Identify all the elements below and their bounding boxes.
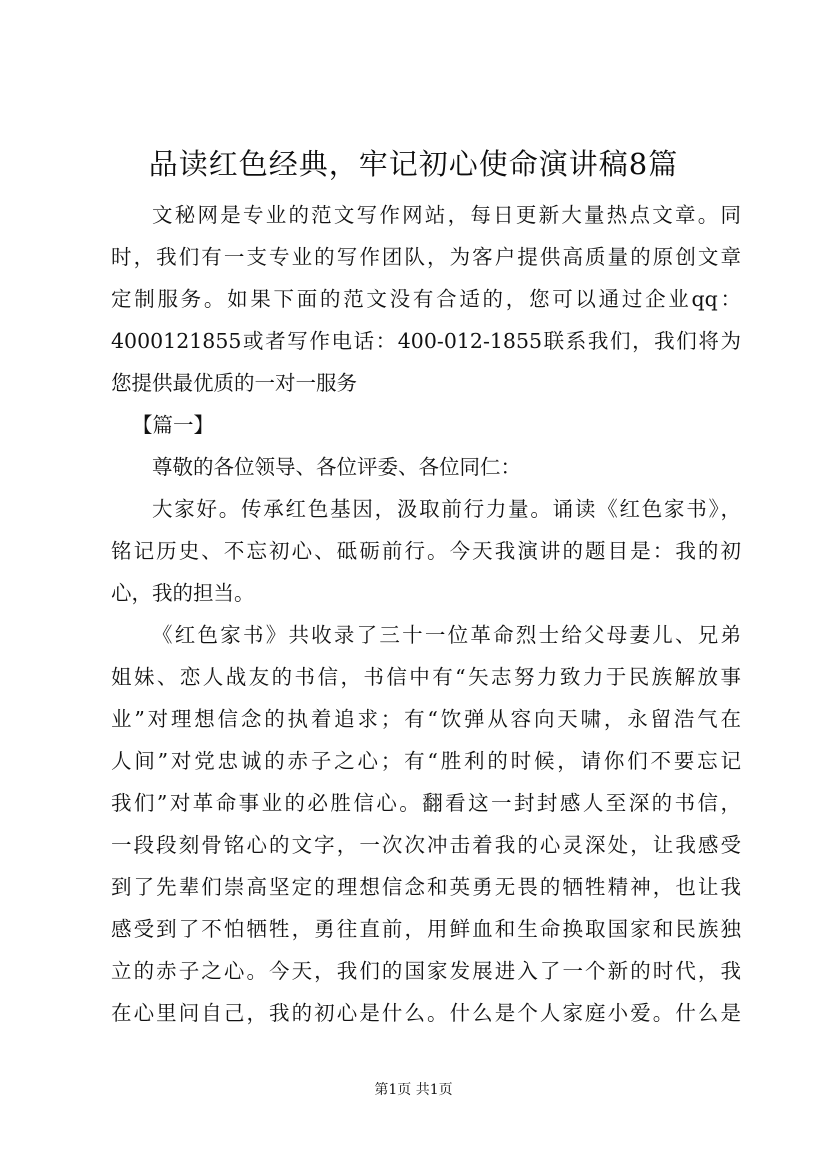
paragraph-line: 在心里问自己，我的初心是什么。什么是个人家庭小爱。什么是 (111, 1001, 741, 1025)
paragraph-line: 立的赤子之心。今天，我们的国家发展进入了一个新的时代，我 (111, 959, 741, 983)
paragraph-line: 定制服务。如果下面的范文没有合适的，您可以通过企业qq： (111, 287, 741, 311)
salutation-line: 尊敬的各位领导、各位评委、各位同仁： (152, 455, 521, 479)
paragraph-line: 姐妹、恋人战友的书信，书信中有“矢志努力致力于民族解放事 (111, 665, 741, 689)
paragraph-line: 您提供最优质的一对一服务 (111, 371, 357, 395)
paragraph-line: 一段段刻骨铭心的文字，一次次冲击着我的心灵深处，让我感受 (111, 833, 741, 857)
page-footer: 第1页 共1页 (374, 1082, 453, 1098)
paragraph-line: 铭记历史、不忘初心、砥砺前行。今天我演讲的题目是：我的初 (111, 539, 741, 563)
paragraph-line: 我们”对革命事业的必胜信心。翻看这一封封感人至深的书信， (111, 791, 741, 815)
paragraph-line: 4000121855或者写作电话：400-012-1855联系我们，我们将为 (111, 329, 741, 353)
paragraph-line: 业”对理想信念的执着追求；有“饮弹从容向天啸，永留浩气在 (111, 707, 741, 731)
paragraph-line: 感受到了不怕牺牲，勇往直前，用鲜血和生命换取国家和民族独 (111, 917, 741, 941)
paragraph-line: 时，我们有一支专业的写作团队，为客户提供高质量的原创文章 (111, 245, 741, 269)
document-title: 品读红色经典，牢记初心使命演讲稿8篇 (148, 147, 679, 181)
paragraph-line: 《红色家书》共收录了三十一位革命烈士给父母妻儿、兄弟 (152, 623, 741, 647)
paragraph-line: 大家好。传承红色基因，汲取前行力量。诵读《红色家书》， (152, 497, 741, 521)
document-body (111, 194, 741, 1034)
paragraph-line: 心，我的担当。 (111, 581, 255, 605)
paragraph-line: 到了先辈们崇高坚定的理想信念和英勇无畏的牺牲精神，也让我 (111, 875, 741, 899)
paragraph-line: 人间”对党忠诚的赤子之心；有“胜利的时候，请你们不要忘记 (111, 749, 741, 773)
section-heading: 【篇一】 (132, 413, 214, 437)
paragraph-line: 文秘网是专业的范文写作网站，每日更新大量热点文章。同 (152, 203, 741, 227)
